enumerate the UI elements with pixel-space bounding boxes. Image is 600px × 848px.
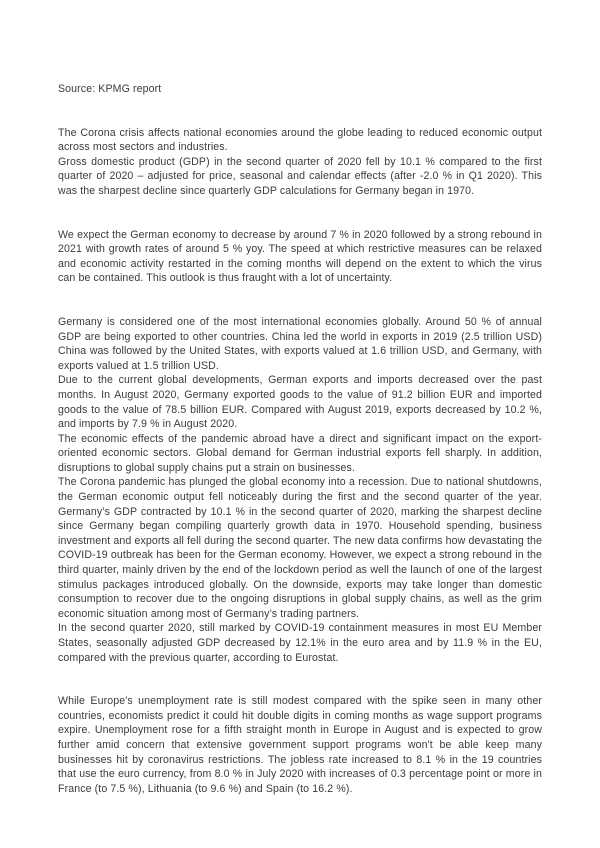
block-trade [58, 315, 542, 665]
paragraph: Due to the current global developments, German exports and imports decreased over the past months. In August 2020, Germany exported goods to the value of 91.2 billion EUR and imported goods to the value of 78.5 billion EUR. Compared with August 2019, exports decreased by 10.2 %, and imports by 7.9 % in August 2020. [58, 374, 542, 431]
paragraph: The economic effects of the pandemic abroad have a direct and significant impact on the export-oriented economic sectors. Global demand for German industrial exports fell sharply. In addition, disruptions to global supply chains put a strain on businesses. [58, 432, 542, 474]
paragraph: In the second quarter 2020, still marked by COVID-19 containment measures in most EU Member States, seasonally adjusted GDP decreased by 12.1% in the euro area and by 11.9 % in the EU, compared with the previous quarter, according to Eurostat. [58, 622, 542, 664]
source-attribution: Source: KPMG report [58, 83, 162, 95]
paragraph: Gross domestic product (GDP) in the second quarter of 2020 fell by 10.1 % compared to the first quarter of 2020 – adjusted for price, seasonal and calendar effects (after -2.0 % in Q1 2020). This was the sharpest decline since quarterly GDP calculations for Germany began in 1970. [58, 155, 542, 197]
block-unemployment [58, 694, 542, 796]
document-body [58, 82, 542, 796]
paragraph: While Europe's unemployment rate is still modest compared with the spike seen in many other countries, economists predict it could hit double digits in coming months as wage support programs expire. Unemployment rose for a fifth straight month in Europe in August and is expected to grow further amid concern that extensive government support programs won't be able keep many businesses hit by coronavirus restrictions. The jobless rate increased to 8.1 % in the 19 countries that use the euro currency, from 8.0 % in July 2020 with increases of 0.3 percentage point or more in France (to 7.5 %), Lithuania (to 9.6 %) and Spain (to 16.2 %). [58, 695, 542, 795]
paragraph: We expect the German economy to decrease by around 7 % in 2020 followed by a strong rebound in 2021 with growth rates of around 5 % yoy. The speed at which restrictive measures can be relaxed and economic activity restarted in the coming months will depend on the extent to which the virus can be contained. This outlook is thus fraught with a lot of uncertainty. [58, 228, 542, 285]
paragraph: Germany is considered one of the most international economies globally. Around 50 % of annual GDP are being exported to other countries. China led the world in exports in 2019 (2.5 trillion USD) China was followed by the United States, with exports valued at 1.6 trillion USD, and Germany, with exports valued at 1.5 trillion USD. [58, 315, 542, 372]
paragraph: The Corona pandemic has plunged the global economy into a recession. Due to national shutdowns, the German economic output fell noticeably during the first and the second quarter of the year. Germany’s GDP contracted by 10.1 % in the second quarter of 2020, marking the sharpest decline since Germany began compiling quarterly growth data in 1970. Household spending, business investment and exports all fell during the second quarter. The new data confirms how devastating the COVID-19 outbreak has been for the German economy. However, we expect a strong rebound in the third quarter, mainly driven by the end of the lockdown period as well the launch of one of the largest stimulus packages introduced globally. On the downside, exports may take longer than domestic consumption to recover due to the ongoing disruptions in global supply chains, as well as the grim economic situation among most of Germany’s trading partners. [58, 476, 542, 620]
paragraph: The Corona crisis affects national economies around the globe leading to reduced economic output across most sectors and industries. [58, 126, 542, 154]
block-forecast [58, 228, 542, 286]
paragraph-blocks [58, 126, 542, 797]
block-corona-crisis [58, 126, 542, 199]
